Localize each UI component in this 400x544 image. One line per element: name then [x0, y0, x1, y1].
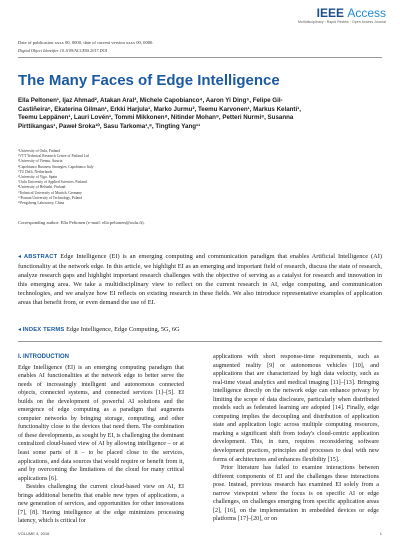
index-terms-heading: INDEX TERMS	[22, 327, 65, 333]
journal-logo	[298, 7, 386, 24]
paper-title: The Many Faces of Edge Intelligence	[18, 72, 280, 89]
paragraph: Besides challenging the current cloud-based view on AI, EI brings additional benefits that enable new types of applications, a new generation of services, and opportunities for other innovations [7], [8]. Having intelligence at the edge minimizes processing latency, which is critical for	[18, 484, 184, 525]
affiliation: ³University of Vienna, Austria	[18, 159, 63, 164]
section-heading: I. INTRODUCTION	[18, 354, 69, 360]
affiliations	[18, 149, 278, 206]
paragraph: applications with short response-time requirements, such as augmented reality [9] or autonomous vehicles [10], and applications that are characterized by high data velocity, such as real-time visual analytics and medical imaging [11]–[13]. Bringing intelligence directly on the network edge can enhance privacy by limiting the scope of data disclosure, particularly when distributed models such as federated learning are adopted [14]. Finally, edge computing implies the decoupling and distribution of application state and application logic across multiple computing resources, marking a significant shift from today's cloud-centric application development. This, in turn, requires reconsidering software development practices, principles and processes to deal with new forms of architectures and enhances flexibility [15].	[213, 354, 379, 463]
index-terms-text: Edge Intelligence, Edge Computing, 5G, 6G	[66, 326, 180, 333]
footer-volume: VOLUME 4, 2016	[18, 531, 50, 536]
logo-brand: IEEE	[316, 6, 344, 20]
abstract-text: Edge Intelligence (EI) is an emerging computing and communication paradigm that enables Artificial Intelligence (AI) functionality at the network edge. In this article, we highlight EI as an emerging and important field of research, discuss the state of research, analyze research gaps and highlight important research challenges with the objective of serving as a catalyst for research and innovation in this emerging area. We take a multidisciplinary view to reflect on the current research in AI, edge computing, and communication technologies, and we analyze how EI reflects on existing research in these fields. We also introduce representative examples of application areas that benefit from, or even demand the use of EI.	[18, 253, 382, 307]
logo-tagline: Multidisciplinary : Rapid Review : Open Access Journal	[298, 20, 386, 24]
affiliation: ¹⁰Poznan University of Technology, Poland	[18, 195, 82, 200]
page-number: 1	[379, 531, 382, 536]
publication-date: Date of publication xxxx 00, 0000, date of current version xxxx 00, 0000.	[18, 40, 154, 45]
corresponding-author: Corresponding author: Ella Peltonen (e-mail: ella.peltonen@oulu.fi).	[18, 220, 145, 225]
triangle-bullet-icon: ◂	[18, 327, 22, 333]
affiliation: ¹University of Oulu, Finland	[18, 149, 61, 153]
index-terms	[18, 325, 382, 335]
author-list: Ella Peltonen¹, Ijaz Ahmad², Atakan Aral³, Michele Capobianco⁴, Aaron Yi Ding⁵, Felipe Gil-Castiñeira⁶, Ekaterina Gilman¹, Erkki Harjula¹, Marko Jurmu², Teemu Karvonen¹, Markus Kelanti¹, Teemu Leppänen¹, Lauri Lovén¹, Tommi Mikkonen⁸, Nitinder Mohan⁹, Petteri Nurmi⁸, Susanna Pirttikangas¹, Paweł Sroka¹⁰, Sasu Tarkoma¹,⁸, Tingting Yang¹¹	[18, 97, 301, 130]
affiliation: ⁹Technical University of Munich, Germany	[18, 190, 83, 195]
affiliation: ⁵TU Delft, Netherlands	[18, 169, 53, 174]
abstract	[18, 252, 382, 308]
doi: Digital Object Identifier 10.1109/ACCESS.2017.DOI	[18, 48, 108, 53]
affiliation: ⁷Oulu University of Applied Sciences, Finland	[18, 180, 87, 185]
section-divider	[18, 341, 382, 342]
affiliation: ⁴Capobianco Business Strategies, Capobianco Italy	[18, 164, 94, 169]
triangle-bullet-icon: ◂	[18, 254, 22, 260]
paragraph: Prior literature has failed to examine interactions between different components of EI and the challenges these interactions pose. Instead, previous research has examined EI solely from a narrow viewpoint where the focus is on specific AI or edge challenges, on challenges emerging from specific application areas [2], [16], on the implementation in embedded devices or edge platforms [17]–[20], or on	[213, 465, 379, 523]
header-divider	[18, 57, 382, 58]
logo-product: Access	[347, 6, 386, 20]
affiliation: ⁸University of Helsinki, Finland	[18, 185, 66, 190]
affiliation: ²VTT Technical Research Centre of Finland Ltd	[18, 154, 89, 159]
column-right	[213, 353, 379, 524]
column-left	[18, 353, 184, 526]
abstract-heading: ABSTRACT	[23, 254, 58, 260]
affiliation: ¹¹Pengcheng Laboratory, China	[18, 201, 65, 206]
paragraph: Edge Intelligence (EI) is an emerging computing paradigm that enables AI functionalities at the network edge to better serve the needs of increasingly intelligent and autonomous connected objects, connected systems, and connected services [1]–[5]. EI builds on the development of powerful AI solutions and the emergence of edge computing as a paradigm that augments computer networks by bringing storage, computing, and other functionality close to the devices that need them. The combination of these developments, as sought by EI, is challenging the dominant centralized cloud-based view of AI by allowing intelligence – or at least some parts of it – to be placed close to the services, applications, and data sources that would require or benefit from it, and by overcoming the limitations of the cloud for many critical applications [6].	[18, 364, 184, 482]
affiliation: ⁶University of Vigo, Spain	[18, 175, 58, 180]
